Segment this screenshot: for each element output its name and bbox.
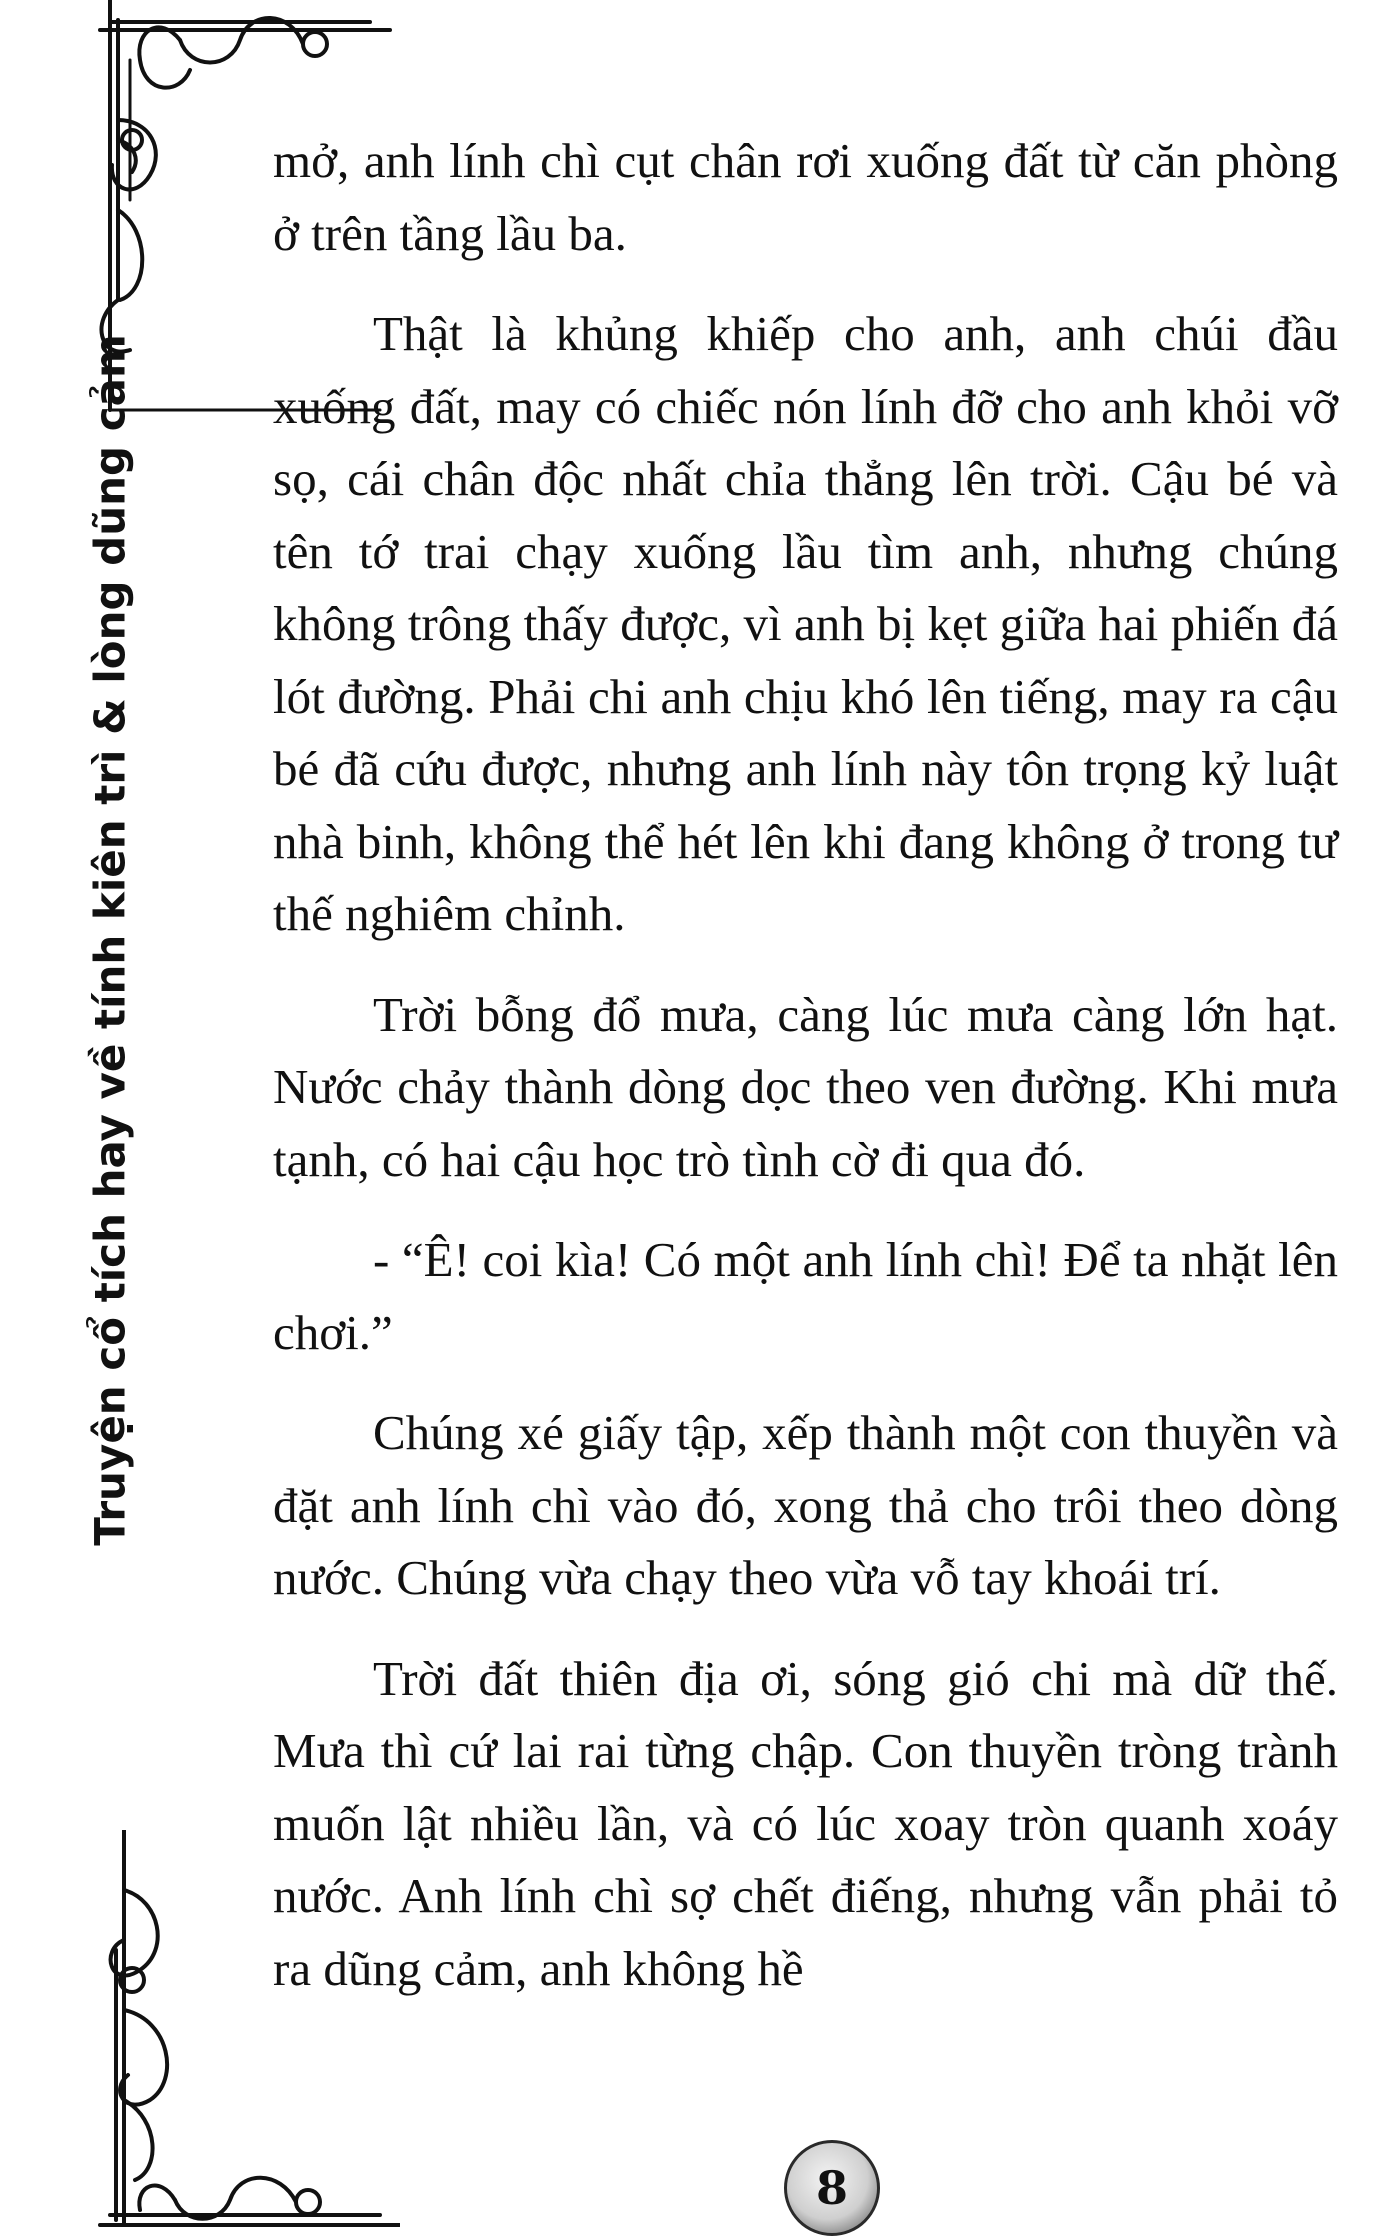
paragraph: - “Ê! coi kìa! Có một anh lính chì! Để ta nhặt lên chơi.” <box>273 1232 1338 1360</box>
paragraph: Trời đất thiên địa ơi, sóng gió chi mà dữ thế. Mưa thì cứ lai rai từng chập. Con thuyền tròng trành muốn lật nhiều lần, và có lúc xoay tròn quanh xoáy nước. Anh lính chì sợ chết điếng, nhưng vẫn phải tỏ ra dũng cảm, anh không hề <box>273 1650 1338 1996</box>
running-title: Truyện cổ tích hay về tính kiên trì & lòng dũng cảm <box>85 334 135 1546</box>
paragraph: mở, anh lính chì cụt chân rơi xuống đất từ căn phòng ở trên tầng lầu ba. <box>273 133 1338 261</box>
running-title-container <box>40 334 180 1546</box>
page-body-text <box>273 125 1338 2033</box>
paragraph: Chúng xé giấy tập, xếp thành một con thuyền và đặt anh lính chì vào đó, xong thả cho trôi theo dòng nước. Chúng vừa chạy theo vừa vỗ tay khoái trí. <box>273 1405 1338 1605</box>
paragraph: Trời bỗng đổ mưa, càng lúc mưa càng lớn hạt. Nước chảy thành dòng dọc theo ven đường. Khi mưa tạnh, có hai cậu học trò tình cờ đi qua đó. <box>273 986 1338 1187</box>
paragraph: Thật là khủng khiếp cho anh, anh chúi đầu xuống đất, may có chiếc nón lính đỡ cho anh khỏi vỡ sọ, cái chân độc nhất chỉa thẳng lên trời. Cậu bé và tên tớ trai chạy xuống lầu tìm anh, nhưng chúng không trông thấy được, vì anh bị kẹt giữa hai phiến đá lót đường. Phải chi anh chịu khó lên tiếng, may ra cậu bé đã cứu được, nhưng anh lính này tôn trọng kỷ luật nhà binh, không thể hét lên khi đang không ở trong tư thế nghiêm chỉnh. <box>273 306 1338 941</box>
page-number: 8 <box>784 2140 880 2236</box>
